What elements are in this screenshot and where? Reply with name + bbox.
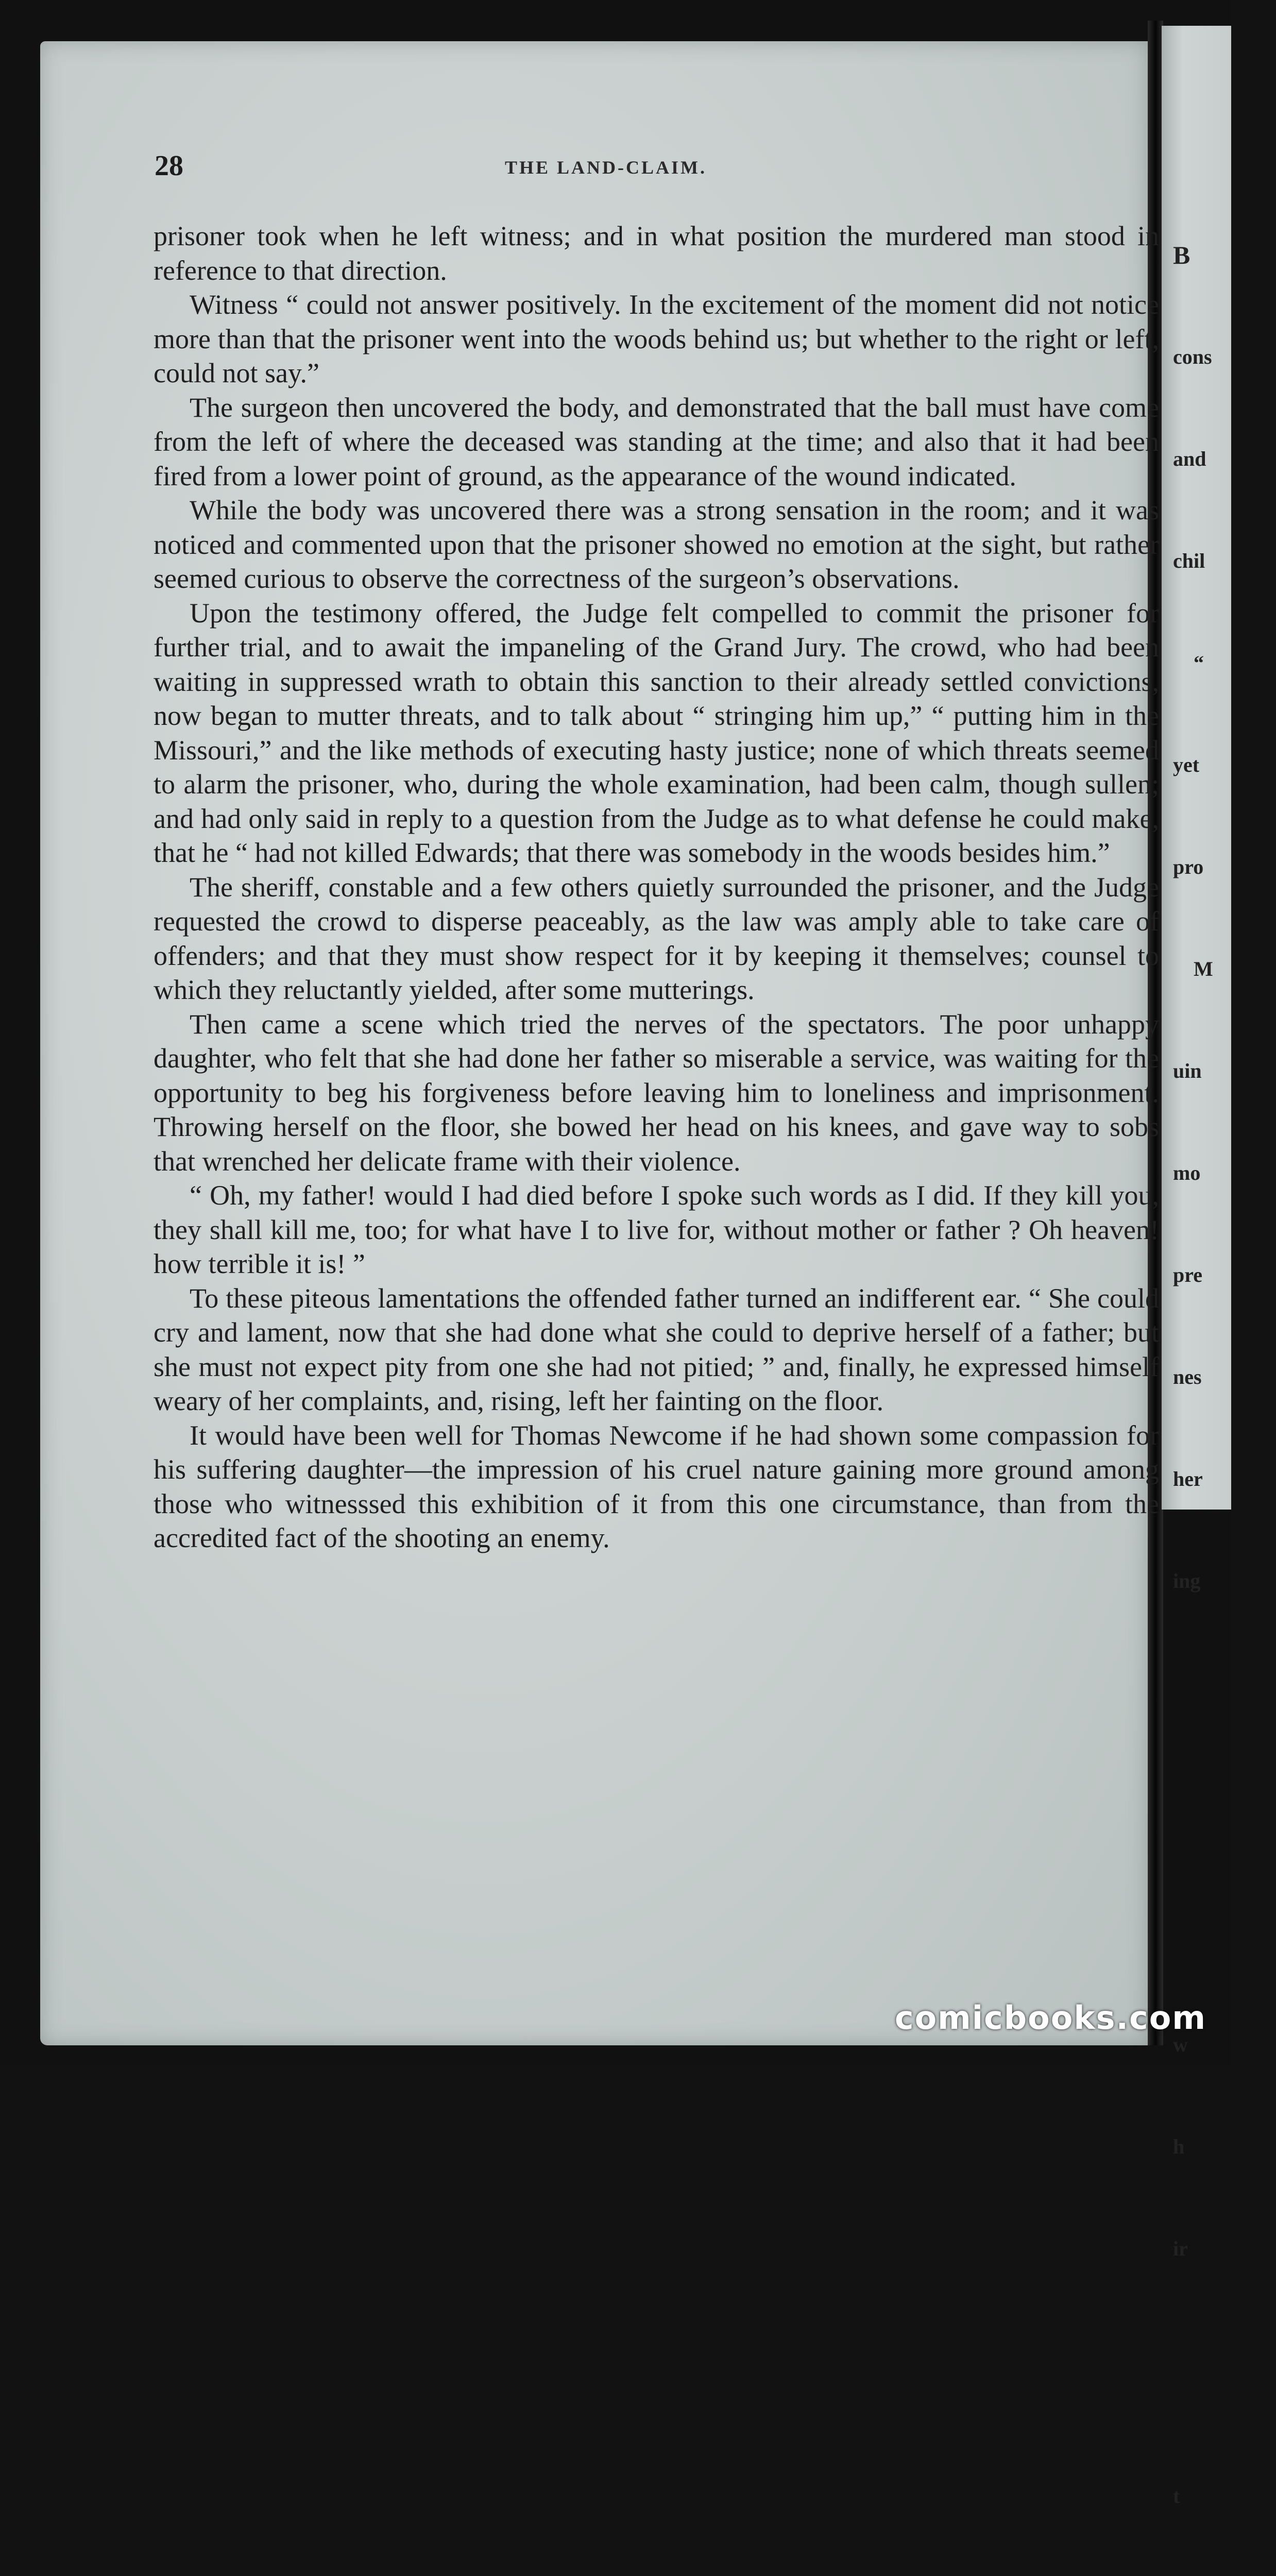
facing-fragment: ir: [1173, 2237, 1188, 2260]
facing-fragment: uin: [1173, 1059, 1202, 1082]
facing-fragment: “: [1194, 651, 1204, 674]
facing-fragment: her: [1173, 1467, 1203, 1490]
facing-fragment: mo: [1173, 1161, 1201, 1184]
paragraph: Upon the testimony offered, the Judge felt compelled to commit the prisoner for further trial, and to await the impaneling of the Grand Jury. The crowd, who had been waiting in suppressed wrath to obtain this sanction to their already settled convictions, now began to mutter threats, and to talk about “ stringing him up,” “ putting him in the Missouri,” and the like methods of executing hasty justice; none of which threats seemed to alarm the prisoner, who, during the whole examination, had been calm, though sullen; and had only said in reply to a question from the Judge as to what defense he could make, that he “ had not killed Edwards; that there was somebody in the woods besides him.”: [154, 597, 1159, 868]
facing-fragment: pro: [1173, 855, 1204, 878]
paragraph: prisoner took when he left witness; and in what position the murdered man stood in reference to that direction.: [154, 221, 1159, 286]
facing-fragment: cons: [1173, 345, 1212, 368]
facing-page-text: [1173, 170, 1276, 2576]
paragraph: Then came a scene which tried the nerves of the spectators. The poor unhappy daughter, who felt that she had done her father so miserable a service, was waiting for the opportunity to beg his forgiveness before leaving him to loneliness and imprisonment. Throwing herself on the floor, she bowed her head on his knees, and gave way to sobs that wrenched her delicate frame with their violence.: [154, 1008, 1159, 1177]
facing-fragment: nes: [1173, 1365, 1202, 1388]
facing-fragment: pre: [1173, 1263, 1203, 1286]
facing-fragment: chil: [1173, 549, 1205, 572]
paragraph: It would have been well for Thomas Newcome if he had shown some compassion for his suffering daughter—the impression of his cruel nature gaining more ground among those who witnesssed this exhibition of it from this one circumstance, than from the accredited fact of the shooting an enemy.: [154, 1419, 1159, 1553]
running-head: [155, 149, 1159, 185]
paragraph: While the body was uncovered there was a strong sensation in the room; and it was noticed and commented upon that the prisoner showed no emotion at the sight, but rather seemed curious to observe the correctness of the surgeon’s observations.: [154, 495, 1159, 594]
facing-fragment: h: [1173, 2135, 1185, 2158]
page-number: 28: [155, 150, 183, 182]
facing-fragment: t: [1173, 2484, 1180, 2507]
site-watermark: comicbooks.com: [894, 1999, 1206, 2037]
facing-page-edge: [1162, 26, 1231, 2507]
facing-fragment: B: [1173, 241, 1190, 269]
facing-fragment: M: [1194, 957, 1213, 980]
paragraph: “ Oh, my father! would I had died before I spoke such words as I did. If they kill you, they shall kill me, too; for what have I to live for, without mother or father ? Oh heaven! how terrible it is! ”: [154, 1180, 1159, 1279]
paragraph: The sheriff, constable and a few others quietly surrounded the prisoner, and the Judge requested the crowd to disperse peaceably, as the law was amply able to take care of offenders; and that they must show respect for it by keeping it themselves; counsel to which they reluctantly yielded, after some mutterings.: [154, 871, 1159, 1005]
facing-fragment: yet: [1173, 753, 1200, 776]
facing-fragment: and: [1173, 447, 1206, 470]
running-title: THE LAND-CLAIM.: [505, 157, 707, 178]
body-text: [154, 219, 1159, 1555]
facing-fragment: ing: [1173, 1569, 1201, 1592]
paragraph: The surgeon then uncovered the body, and demonstrated that the ball must have come from the left of where the deceased was standing at the time; and also that it had been fired from a lower point of ground, as the appearance of the wound indicated.: [154, 392, 1159, 492]
paragraph: Witness “ could not answer positively. In the excitement of the moment did not notice more than that the prisoner went into the woods behind us; but whether to the right or left, could not say.”: [154, 289, 1159, 388]
facing-fragment: w: [1173, 2033, 1188, 2056]
paragraph: To these piteous lamentations the offended father turned an indifferent ear. “ She could cry and lament, now that she had done what she could to deprive herself of a father; but she must not expect pity from one she had not pitied; ” and, finally, he expressed himself weary of her complaints, and, rising, left her fainting on the floor.: [154, 1282, 1159, 1416]
